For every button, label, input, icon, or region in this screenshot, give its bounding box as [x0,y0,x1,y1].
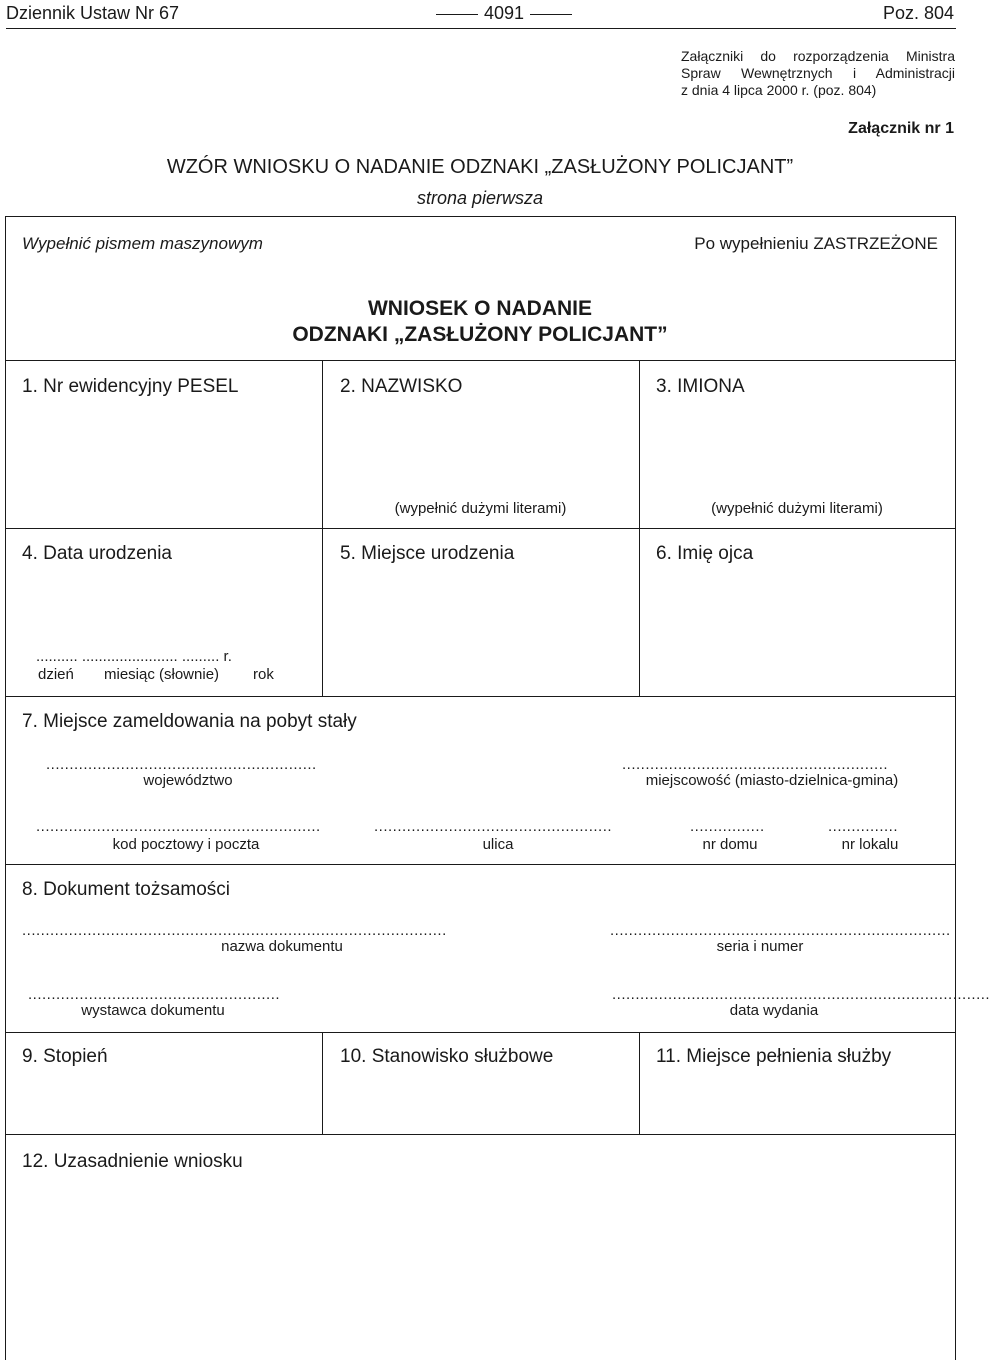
row2-div2 [639,528,640,696]
row5-div1 [322,1032,323,1134]
house-number-input[interactable]: ................ [690,818,765,835]
father-name-input[interactable] [656,566,946,686]
field-position-label: 10. Stanowisko służbowe [340,1046,554,1067]
flat-number-caption: nr lokalu [841,836,899,853]
justification-input[interactable] [24,1180,944,1350]
box-top [5,216,956,217]
issue-date-caption: data wydania [729,1002,819,1019]
rank-input[interactable] [24,1072,314,1126]
field-birthplace-label: 5. Miejsce urodzenia [340,543,515,564]
position-input[interactable] [340,1072,630,1126]
issuer-input[interactable]: ...................................................... [28,986,281,1003]
instruction-confidential: Po wypełnieniu ZASTRZEŻONE [694,234,938,253]
annex-label: Załącznik nr 1 [848,120,954,137]
box-left [5,216,6,1360]
pesel-input[interactable] [24,398,314,488]
field-justification-label: 12. Uzasadnienie wniosku [22,1151,243,1172]
row2-top [5,528,956,529]
instruction-typewriter: Wypełnić pismem maszynowym [22,234,263,253]
names-input[interactable] [656,398,946,488]
page-number: 4091 [430,3,578,24]
surname-hint: (wypełnić dużymi literami) [394,500,567,517]
street-caption: ulica [482,836,514,853]
names-hint: (wypełnić dużymi literami) [711,500,883,517]
row6-top [5,1134,956,1135]
document-name-input[interactable]: ........................................................................................... [22,922,447,939]
journal-title: Dziennik Ustaw Nr 67 [6,3,180,23]
row3-top [5,696,956,697]
postal-code-caption: kod pocztowy i poczta [112,836,260,853]
row4-top [5,864,956,865]
series-number-caption: seria i numer [716,938,804,955]
header-rule [6,28,956,29]
issuer-caption: wystawca dokumentu [81,1002,225,1019]
surname-input[interactable] [340,398,630,488]
birthplace-input[interactable] [340,566,630,686]
field-names-label: 3. IMIONA [656,376,745,397]
row2-div1 [322,528,323,696]
document-name-caption: nazwa dokumentu [221,938,343,955]
birthdate-input[interactable]: .......... ....................... ......... r. [36,648,232,665]
field-birthdate-label: 4. Data urodzenia [22,543,172,564]
locality-input[interactable]: ......................................................... [622,756,889,773]
locality-caption: miejscowość (miasto-dzielnica-gmina) [645,772,899,789]
dash-left [436,14,478,15]
field-duty-place-label: 11. Miejsce pełnienia służby [656,1046,892,1067]
dash-right [530,14,572,15]
row5-top [5,1032,956,1033]
field-surname-label: 2. NAZWISKO [340,376,463,397]
application-title: WNIOSEK O NADANIE ODZNAKI „ZASŁUŻONY POLICJANT” [292,297,668,346]
birthdate-year-caption: rok [253,666,274,683]
birthdate-day-caption: dzień [38,666,74,683]
issue-date-input[interactable]: ................................................................................. [612,986,990,1003]
row1-top [5,360,956,361]
field-id-document-label: 8. Dokument tożsamości [22,879,231,900]
series-number-input[interactable]: ......................................................................... [610,922,951,939]
street-input[interactable]: ................................................... [374,818,613,835]
duty-place-input[interactable] [656,1072,946,1126]
voivodeship-input[interactable]: .......................................................... [46,756,317,773]
voivodeship-caption: województwo [143,772,233,789]
box-right [955,216,956,1360]
field-rank-label: 9. Stopień [22,1046,108,1067]
field-residence-label: 7. Miejsce zameldowania na pobyt stały [22,711,357,732]
row5-div2 [639,1032,640,1134]
annex-note: Załączniki do rozporządzenia Ministra Spraw Wewnętrznych i Administracji z dnia 4 lipca 2000 r. (poz. 804) [681,48,955,98]
flat-number-input[interactable]: ............... [828,818,899,835]
birthdate-month-caption: miesiąc (słownie) [104,666,220,683]
form-title: WZÓR WNIOSKU O NADANIE ODZNAKI „ZASŁUŻONY POLICJANT” [166,156,794,178]
form-subtitle: strona pierwsza [416,188,544,208]
field-father-name-label: 6. Imię ojca [656,543,754,564]
house-number-caption: nr domu [702,836,758,853]
field-pesel-label: 1. Nr ewidencyjny PESEL [22,376,239,397]
postal-code-input[interactable]: ............................................................. [36,818,321,835]
position-number: Poz. 804 [882,3,954,23]
